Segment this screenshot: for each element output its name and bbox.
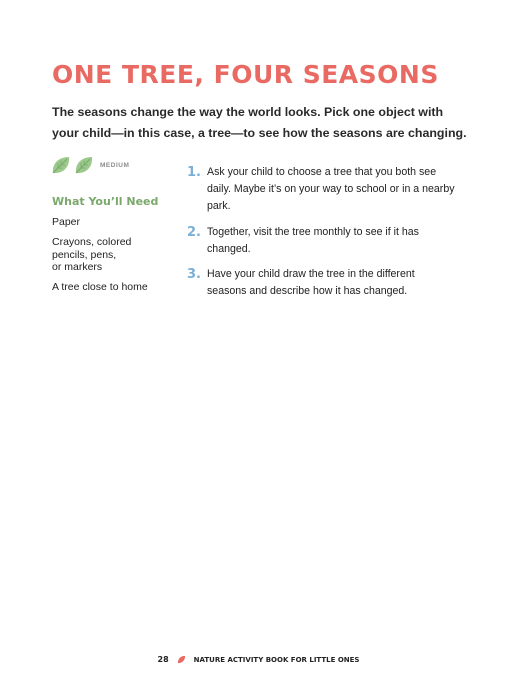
book-title: NATURE ACTIVITY BOOK FOR LITTLE ONES (193, 655, 360, 664)
intro-paragraph: The seasons change the way the world looks. Pick one object with your child—in this case, a tree—to see how the seasons are changing. (52, 105, 467, 140)
step-number: 1. (187, 165, 201, 180)
step-item (187, 224, 455, 258)
steps-list (187, 164, 455, 309)
step-item (187, 266, 455, 300)
step-number: 2. (187, 224, 201, 240)
leaf-icon (73, 154, 95, 176)
step-text: Have your child draw the tree in the different seasons and describe how it has changed. (207, 268, 415, 297)
step-text: Together, visit the tree monthly to see if it has changed. (207, 225, 419, 255)
page-title: ONE TREE, FOUR SEASONS (52, 60, 439, 89)
difficulty-label: MEDIUM (100, 161, 130, 169)
step-number: 3. (187, 267, 201, 282)
step-text: Ask your child to choose a tree that you both see daily. Maybe it’s on your way to school or in a nearby park. (207, 166, 455, 212)
needs-item: Crayons, colored pencils, pens, or markers (52, 236, 132, 273)
leaf-icon (50, 154, 72, 176)
page-number: 28 (157, 655, 169, 664)
needs-item: Paper (52, 216, 81, 228)
needs-item: A tree close to home (52, 281, 148, 293)
difficulty-indicator (50, 154, 129, 176)
needs-list (52, 216, 172, 301)
needs-heading: What You’ll Need (52, 195, 159, 208)
page-footer (0, 655, 517, 664)
leaf-mark-icon (177, 655, 186, 664)
step-item (187, 164, 455, 215)
